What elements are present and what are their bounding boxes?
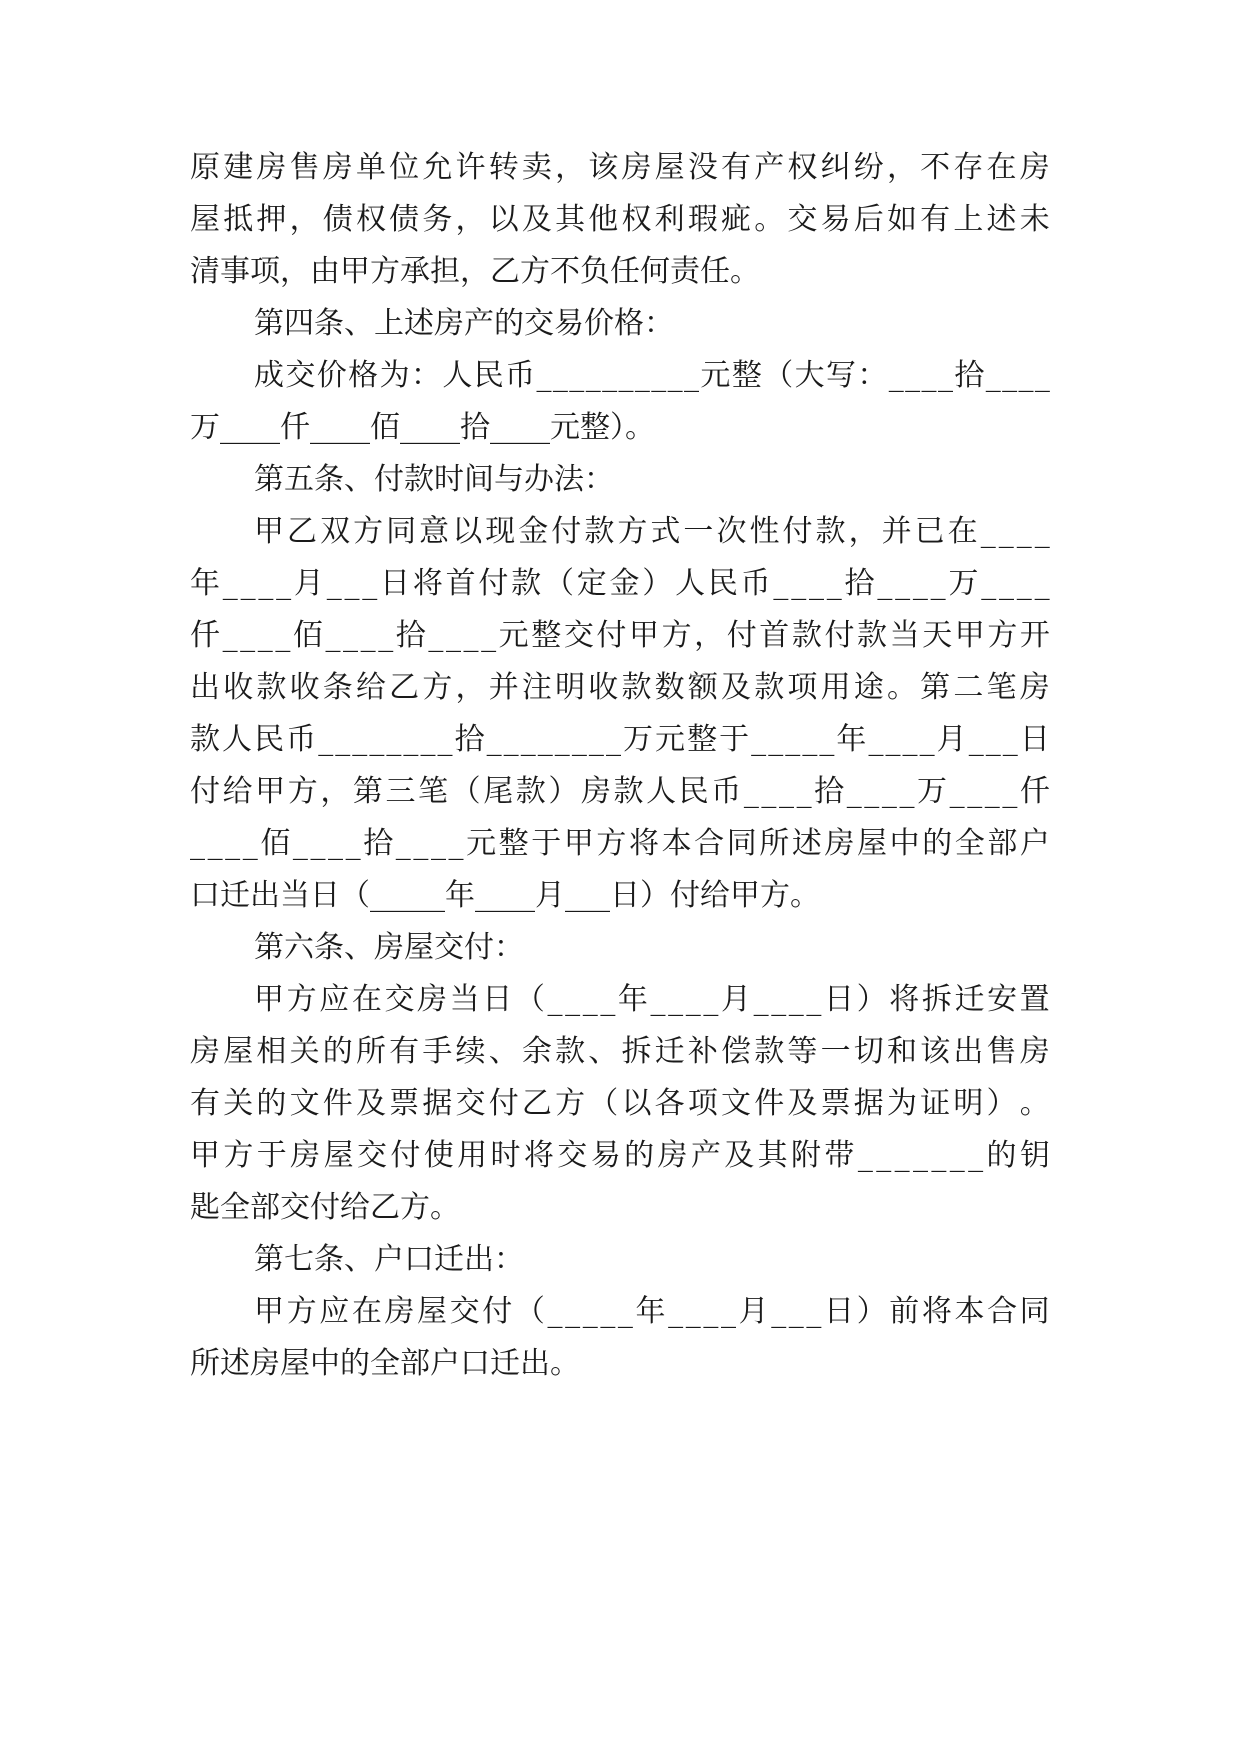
- article-6-heading: 第六条、房屋交付：: [254, 930, 524, 965]
- article-7-heading: 第七条、户口迁出：: [254, 1242, 524, 1277]
- article-4-heading: 第四条、上述房产的交易价格：: [254, 306, 674, 341]
- text-line: 清事项，由甲方承担，乙方不负任何责任。: [190, 254, 760, 289]
- text-line: 万____仟____佰____拾____元整）。: [190, 410, 655, 445]
- article-5-heading: 第五条、付款时间与办法：: [254, 462, 614, 497]
- text-line: 所述房屋中的全部户口迁出。: [190, 1346, 580, 1381]
- text-line: 成 交 价 格 为 ： 人 民 币 _ _ _ _ _ _ _ _ _ _ 元 整 （ 大 写 ： _ _ _ _ 拾 _ _ _ _: [254, 358, 1050, 393]
- text-line: 房 屋 相 关 的 所 有 手 续 、 余 款 、 拆 迁 补 偿 款 等 一 切 和 该 出 售 房: [190, 1034, 1050, 1069]
- text-line: 出 收 款 收 条 给 乙 方 ， 并 注 明 收 款 数 额 及 款 项 用 途 。 第 二 笔 房: [190, 670, 1050, 705]
- text-line: 甲 方 应 在 房 屋 交 付 （ _ _ _ _ _ 年 _ _ _ _ 月 _ _ _ 日 ） 前 将 本 合 同: [254, 1294, 1050, 1329]
- text-line: 甲 方 于 房 屋 交 付 使 用 时 将 交 易 的 房 产 及 其 附 带 _ _ _ _ _ _ _ 的 钥: [190, 1138, 1050, 1173]
- text-line: _ _ _ _ 佰 _ _ _ _ 拾 _ _ _ _ 元 整 于 甲 方 将 本 合 同 所 述 房 屋 中 的 全 部 户: [190, 826, 1050, 861]
- text-line: 付 给 甲 方 ， 第 三 笔 （ 尾 款 ） 房 款 人 民 币 _ _ _ _ 拾 _ _ _ _ 万 _ _ _ _ 仟: [190, 774, 1050, 809]
- text-line: 年 _ _ _ _ 月 _ _ _ 日 将 首 付 款 （ 定 金 ） 人 民 币 _ _ _ _ 拾 _ _ _ _ 万 _ _ _ _: [190, 566, 1050, 601]
- text-line: 匙全部交付给乙方。: [190, 1190, 460, 1225]
- text-line: 有 关 的 文 件 及 票 据 交 付 乙 方 （ 以 各 项 文 件 及 票 据 为 证 明 ） 。: [190, 1086, 1050, 1121]
- text-line: 甲 乙 双 方 同 意 以 现 金 付 款 方 式 一 次 性 付 款 ， 并 已 在 _ _ _ _: [254, 514, 1050, 549]
- text-line: 口迁出当日（_____年____月___日）付给甲方。: [190, 878, 820, 913]
- text-line: 款 人 民 币 _ _ _ _ _ _ _ _ 拾 _ _ _ _ _ _ _ _ 万 元 整 于 _ _ _ _ _ 年 _ _ _ _ 月 _ _ _ 日: [190, 722, 1050, 757]
- text-line: 原 建 房 售 房 单 位 允 许 转 卖 ， 该 房 屋 没 有 产 权 纠 纷 ， 不 存 在 房: [190, 150, 1050, 185]
- text-line: 仟 _ _ _ _ 佰 _ _ _ _ 拾 _ _ _ _ 元 整 交 付 甲 方 ， 付 首 款 付 款 当 天 甲 方 开: [190, 618, 1050, 653]
- text-line: 甲 方 应 在 交 房 当 日 （ _ _ _ _ 年 _ _ _ _ 月 _ _ _ _ 日 ） 将 拆 迁 安 置: [254, 982, 1050, 1017]
- text-line: 屋 抵 押 ， 债 权 债 务 ， 以 及 其 他 权 利 瑕 疵 。 交 易 后 如 有 上 述 未: [190, 202, 1050, 237]
